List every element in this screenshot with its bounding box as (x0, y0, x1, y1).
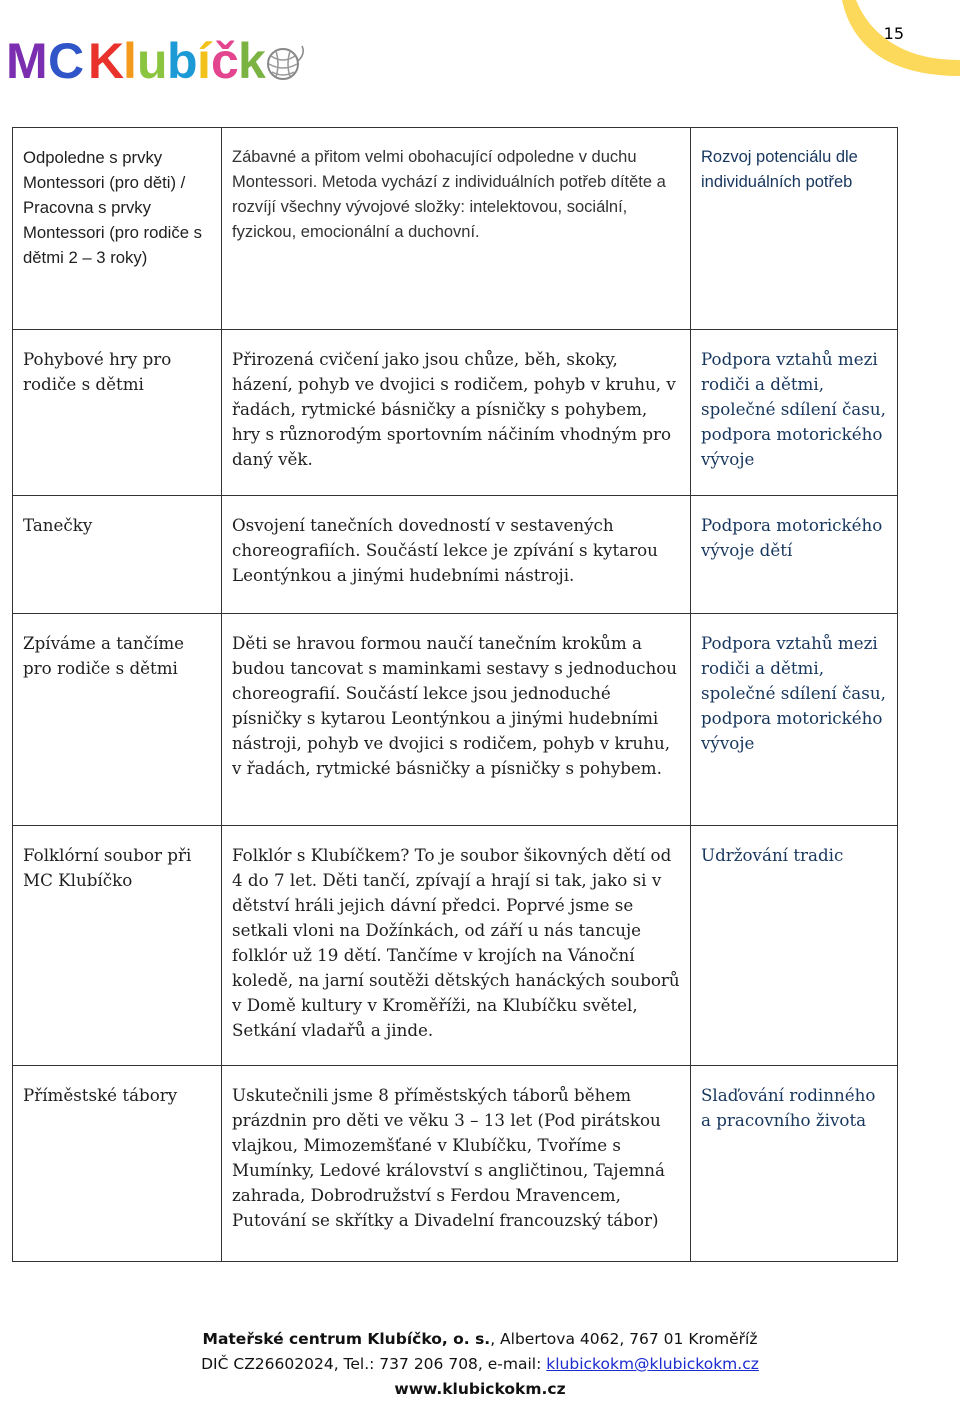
yarn-ball-icon (268, 46, 303, 79)
logo-letter-l: l (123, 33, 137, 88)
program-benefit: Podpora vztahů mezi rodiči a dětmi, společné sdílení času, podpora motorického vývoje (691, 330, 898, 496)
footer-contact-line (0, 1352, 960, 1377)
footer-address: , Albertova 4062, 767 01 Kroměříž (490, 1330, 758, 1348)
table-row (13, 1066, 898, 1262)
program-name: Zpíváme a tančíme pro rodiče s dětmi (13, 614, 222, 826)
program-table (12, 127, 898, 1262)
program-name: Tanečky (13, 496, 222, 614)
footer-email-link[interactable]: klubickokm@klubickokm.cz (546, 1355, 759, 1373)
table-row (13, 826, 898, 1066)
table-row (13, 496, 898, 614)
program-description: Uskutečnili jsme 8 příměstských táborů během prázdnin pro děti ve věku 3 – 13 let (Pod pirátskou vlajkou, Mimozemšťané v Klubíčku, Tvoříme s Mumínky, Ledové království s angličtinou, Tajemná zahrada, Dobrodružství s Ferdou Mravencem, Putování se skřítky a Divadelní francouzský tábor) (222, 1066, 691, 1262)
mc-klubicko-logo (6, 26, 306, 88)
program-name: Příměstské tábory (13, 1066, 222, 1262)
program-benefit: Udržování tradic (691, 826, 898, 1066)
logo-letter-b: b (167, 33, 198, 88)
program-description: Folklór s Klubíčkem? To je soubor šikovných dětí od 4 do 7 let. Děti tančí, zpívají a hrají si tak, jako si v dětství hráli jejich dávní předci. Poprvé jsme se setkali vloni na Dožínkách, od září u nás tancuje folklór už 19 dětí. Tančíme v krojích na Vánoční koledě, na jarní soutěži dětských hanáckých souborů v Domě kultury v Kroměříži, na Klubíčku světel, Setkání vladařů a jinde. (222, 826, 691, 1066)
program-benefit: Rozvoj potenciálu dle individuálních potřeb (691, 128, 898, 330)
logo-letter-c: C (48, 33, 85, 88)
program-benefit: Podpora vztahů mezi rodiči a dětmi, společné sdílení času, podpora motorického vývoje (691, 614, 898, 826)
footer-website[interactable]: www.klubickokm.cz (394, 1380, 566, 1398)
program-name: Odpoledne s prvky Montessori (pro děti) / Pracovna s prvky Montessori (pro rodiče s dětmi 2 – 3 roky) (13, 128, 222, 330)
logo-letter-u: u (137, 33, 168, 88)
logo-letter-k2: k (238, 33, 266, 88)
logo-letter-c2: č (211, 33, 239, 88)
logo-letter-k: K (88, 33, 125, 88)
footer-org-name: Mateřské centrum Klubíčko, o. s. (202, 1330, 491, 1348)
program-name: Pohybové hry pro rodiče s dětmi (13, 330, 222, 496)
program-description: Osvojení tanečních dovedností v sestavených choreografiích. Součástí lekce je zpívání s kytarou Leontýnkou a jinými hudebními nástroji. (222, 496, 691, 614)
page-number: 15 (883, 24, 904, 43)
table-row (13, 330, 898, 496)
table-row (13, 614, 898, 826)
table-row (13, 128, 898, 330)
page-footer (0, 1327, 960, 1402)
program-benefit: Slaďování rodinného a pracovního života (691, 1066, 898, 1262)
logo-letter-m: M (6, 33, 48, 88)
footer-address-line (0, 1327, 960, 1352)
program-description: Přirozená cvičení jako jsou chůze, běh, skoky, házení, pohyb ve dvojici s rodičem, pohyb v kruhu, v řadách, rytmické básničky a písničky s pohybem, hry s různorodým sportovním náčiním vhodným pro daný věk. (222, 330, 691, 496)
footer-ids: DIČ CZ26602024, Tel.: 737 206 708, e-mail: (201, 1355, 547, 1373)
program-benefit: Podpora motorického vývoje dětí (691, 496, 898, 614)
program-description: Zábavné a přitom velmi obohacující odpoledne v duchu Montessori. Metoda vychází z individuálních potřeb dítěte a rozvíjí všechny vývojové složky: intelektovou, sociální, fyzickou, emocionální a duchovní. (222, 128, 691, 330)
program-description: Děti se hravou formou naučí tanečním krokům a budou tancovat s maminkami sestavy s jednoduchou choreografií. Součástí lekce jsou jednoduché písničky s kytarou Leontýnkou a jinými hudebními nástroji, pohyb ve dvojici s rodičem, pohyb v kruhu, v řadách, rytmické básničky a písničky s pohybem. (222, 614, 691, 826)
logo-letter-i: í (197, 33, 211, 88)
program-name: Folklórní soubor při MC Klubíčko (13, 826, 222, 1066)
